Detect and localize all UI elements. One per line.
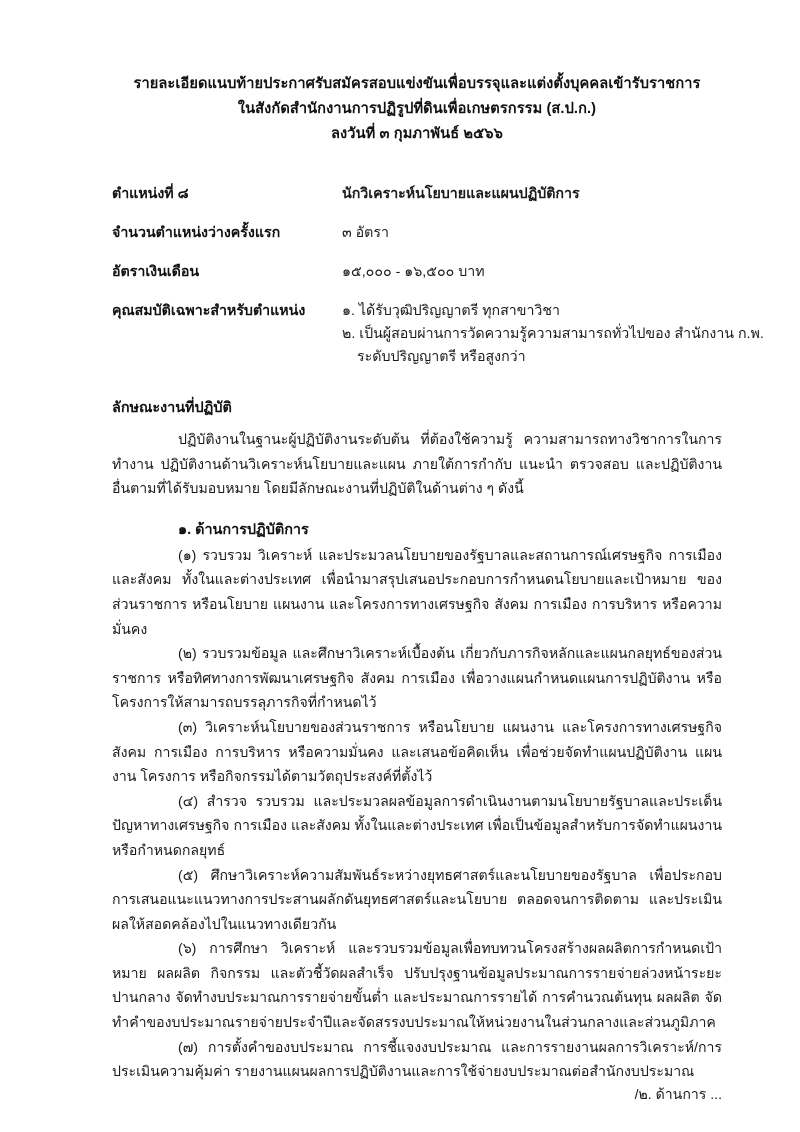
header-line-2: ในสังกัดสำนักงานการปฏิรูปที่ดินเพื่อเกษตรกรรม (ส.ป.ก.) <box>237 101 597 117</box>
section-1-item-5: (๕) ศึกษาวิเคราะห์ความสัมพันธ์ระหว่างยุทธศาสตร์และนโยบายของรัฐบาล เพื่อประกอบการเสนอแนะแนวทางการประสานผลักดันยุทธศาสตร์และนโยบาย ตลอดจนการติดตาม และประเมินผลให้สอดคล้องไปในแนวทางเดียวกัน <box>112 866 722 932</box>
section-1-item-1: (๑) รวบรวม วิเคราะห์ และประมวลนโยบายของรัฐบาลและสถานการณ์เศรษฐกิจ การเมือง และสังคม ทั้งในและต่างประเทศ เพื่อนำมาสรุปเสนอประกอบการกำหนดนโยบายและเป้าหมาย ของส่วนราชการ หรือนโยบาย แผนงาน และโครงการทางเศรษฐกิจ สังคม การเมือง การบริหาร หรือความมั่นคง <box>112 546 722 637</box>
header-line-3: ลงวันที่ ๓ กุมภาพันธ์ ๒๕๖๖ <box>331 126 503 142</box>
section-1-item-6: (๖) การศึกษา วิเคราะห์ และรวบรวมข้อมูลเพื่อทบทวนโครงสร้างผลผลิตการกำหนดเป้าหมาย ผลผลิต กิจกรรม และตัวชี้วัดผลสำเร็จ ปรับปรุงฐานข้อมูลประมาณการรายจ่ายล่วงหน้าระยะปานกลาง จัดทำงบประมาณการรายจ่ายขั้นต่ำ และประมาณการรายได้ การคำนวณต้นทุน ผลผลิต จัดทำคำของบประมาณรายจ่ายประจำปีและจัดสรรงบประมาณให้หน่วยงานในส่วนกลางและส่วนภูมิภาค <box>112 940 722 1031</box>
section-1-heading: ๑. ด้านการปฏิบัติการ <box>178 521 309 538</box>
qualification-item-2-continued: ระดับปริญญาตรี หรือสูงกว่า <box>357 349 526 365</box>
document-header <box>112 72 722 147</box>
qualification-item-2: ๒. เป็นผู้สอบผ่านการวัดความรู้ความสามารถทั่วไปของ สำนักงาน ก.พ. <box>342 326 764 342</box>
field-value-vacancy-count: ๓ อัตรา <box>342 225 389 241</box>
field-value-qualifications <box>342 300 764 369</box>
section-1-item-4: (๔) สำรวจ รวบรวม และประมวลผลข้อมูลการดำเนินงานตามนโยบายรัฐบาลและประเด็นปัญหาทางเศรษฐกิจ การเมือง และสังคม ทั้งในและต่างประเทศ เพื่อเป็นข้อมูลสำหรับการจัดทำแผนงานหรือกำหนดกลยุทธ์ <box>112 792 722 858</box>
field-row-vacancy-count <box>112 222 722 244</box>
section-1-item-7: (๗) การตั้งคำของบประมาณ การชี้แจงงบประมาณ และการรายงานผลการวิเคราะห์/การประเมินความคุ้มค่า รายงานแผนผลการปฏิบัติงานและการใช้จ่ายงบประมาณต่อสำนักงบประมาณ <box>112 1038 722 1080</box>
header-line-1: รายละเอียดแนบท้ายประกาศรับสมัครสอบแข่งขันเพื่อบรรจุและแต่งตั้งบุคคลเข้ารับราชการ <box>133 76 701 92</box>
job-nature-heading: ลักษณะงานที่ปฏิบัติ <box>112 400 232 416</box>
field-row-position-number <box>112 183 722 205</box>
page-continuation-marker: /๒. ด้านการ ... <box>634 1086 722 1102</box>
qualification-item-1: ๑. ได้รับวุฒิปริญญาตรี ทุกสาขาวิชา <box>342 303 560 319</box>
section-1-item-3: (๓) วิเคราะห์นโยบายของส่วนราชการ หรือนโยบาย แผนงาน และโครงการทางเศรษฐกิจ สังคม การเมือง การบริหาร หรือความมั่นคง และเสนอข้อคิดเห็น เพื่อช่วยจัดทำแผนปฏิบัติงาน แผนงาน โครงการ หรือกิจกรรมได้ตามวัตถุประสงค์ที่ตั้งไว้ <box>112 718 722 785</box>
job-nature-intro-paragraph: ปฏิบัติงานในฐานะผู้ปฏิบัติงานระดับต้น ที่ต้องใช้ความรู้ ความสามารถทางวิชาการในการทำงาน ปฏิบัติงานด้านวิเคราะห์นโยบายและแผน ภายใต้การกำกับ แนะนำ ตรวจสอบ และปฏิบัติงานอื่นตามที่ได้รับมอบหมาย โดยมีลักษณะงานที่ปฏิบัติในด้านต่าง ๆ ดังนี้ <box>112 431 722 497</box>
field-label-position-number: ตำแหน่งที่ ๘ <box>112 186 189 202</box>
section-1-item-2: (๒) รวบรวมข้อมูล และศึกษาวิเคราะห์เบื้องต้น เกี่ยวกับภารกิจหลักและแผนกลยุทธ์ของส่วนราชการ หรือทิศทางการพัฒนาเศรษฐกิจ สังคม การเมือง เพื่อวางแผนกำหนดแผนการปฏิบัติงาน หรือโครงการให้สามารถบรรลุภารกิจที่กำหนดไว้ <box>112 645 722 711</box>
position-details <box>112 183 764 369</box>
field-label-vacancy-count: จำนวนตำแหน่งว่างครั้งแรก <box>112 225 281 241</box>
field-value-position-title: นักวิเคราะห์นโยบายและแผนปฏิบัติการ <box>342 186 580 202</box>
field-label-salary: อัตราเงินเดือน <box>112 264 200 280</box>
field-row-qualifications <box>112 300 764 369</box>
field-row-salary <box>112 261 722 283</box>
field-value-salary: ๑๕,๐๐๐ - ๑๖,๕๐๐ บาท <box>342 264 485 280</box>
field-label-qualifications: คุณสมบัติเฉพาะสำหรับตำแหน่ง <box>112 303 306 319</box>
